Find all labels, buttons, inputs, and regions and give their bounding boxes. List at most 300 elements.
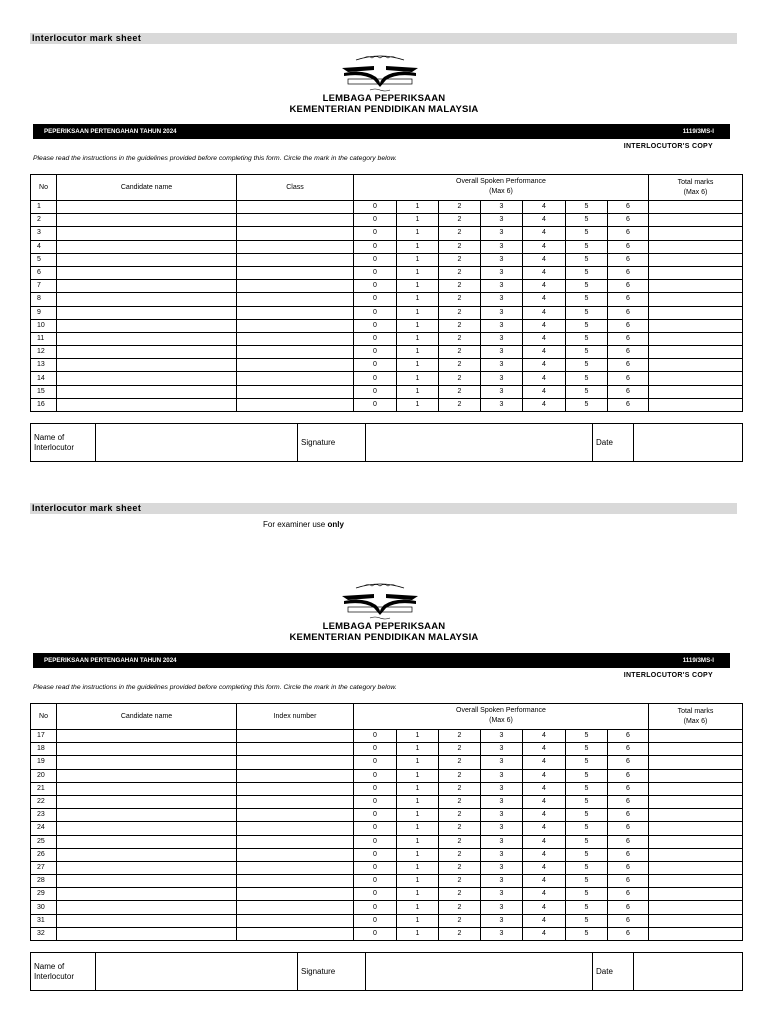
candidate-name-cell[interactable] (57, 861, 237, 874)
candidate-name-cell[interactable] (57, 743, 237, 756)
score-option-4[interactable]: 4 (523, 253, 566, 266)
score-option-5[interactable]: 5 (566, 359, 608, 372)
total-marks-cell[interactable] (649, 861, 743, 874)
score-option-3[interactable]: 3 (481, 927, 523, 940)
score-option-3[interactable]: 3 (481, 822, 523, 835)
score-option-1[interactable]: 1 (397, 769, 439, 782)
score-option-3[interactable]: 3 (481, 346, 523, 359)
score-option-6[interactable]: 6 (608, 848, 649, 861)
score-option-5[interactable]: 5 (566, 398, 608, 411)
score-option-2[interactable]: 2 (439, 372, 481, 385)
score-option-6[interactable]: 6 (608, 743, 649, 756)
score-option-3[interactable]: 3 (481, 227, 523, 240)
score-option-0[interactable]: 0 (354, 875, 397, 888)
score-option-6[interactable]: 6 (608, 875, 649, 888)
candidate-name-cell[interactable] (57, 875, 237, 888)
class-cell[interactable] (237, 346, 354, 359)
score-option-2[interactable]: 2 (439, 280, 481, 293)
score-option-2[interactable]: 2 (439, 346, 481, 359)
index-number-cell[interactable] (237, 848, 354, 861)
score-option-6[interactable]: 6 (608, 809, 649, 822)
score-option-0[interactable]: 0 (354, 293, 397, 306)
score-option-4[interactable]: 4 (523, 848, 566, 861)
score-option-5[interactable]: 5 (566, 280, 608, 293)
score-option-5[interactable]: 5 (566, 201, 608, 214)
class-cell[interactable] (237, 266, 354, 279)
candidate-name-cell[interactable] (57, 756, 237, 769)
class-cell[interactable] (237, 398, 354, 411)
score-option-5[interactable]: 5 (566, 822, 608, 835)
score-option-4[interactable]: 4 (523, 822, 566, 835)
score-option-4[interactable]: 4 (523, 835, 566, 848)
total-marks-cell[interactable] (649, 293, 743, 306)
score-option-3[interactable]: 3 (481, 901, 523, 914)
score-option-2[interactable]: 2 (439, 319, 481, 332)
score-option-5[interactable]: 5 (566, 266, 608, 279)
score-option-3[interactable]: 3 (481, 809, 523, 822)
score-option-0[interactable]: 0 (354, 359, 397, 372)
score-option-3[interactable]: 3 (481, 293, 523, 306)
score-option-3[interactable]: 3 (481, 385, 523, 398)
score-option-2[interactable]: 2 (439, 835, 481, 848)
score-option-0[interactable]: 0 (354, 253, 397, 266)
score-option-1[interactable]: 1 (397, 848, 439, 861)
total-marks-cell[interactable] (649, 848, 743, 861)
score-option-6[interactable]: 6 (608, 385, 649, 398)
score-option-0[interactable]: 0 (354, 901, 397, 914)
score-option-1[interactable]: 1 (397, 346, 439, 359)
score-option-1[interactable]: 1 (397, 822, 439, 835)
score-option-0[interactable]: 0 (354, 730, 397, 743)
score-option-4[interactable]: 4 (523, 332, 566, 345)
index-number-cell[interactable] (237, 861, 354, 874)
total-marks-cell[interactable] (649, 795, 743, 808)
candidate-name-cell[interactable] (57, 253, 237, 266)
total-marks-cell[interactable] (649, 227, 743, 240)
score-option-1[interactable]: 1 (397, 201, 439, 214)
score-option-4[interactable]: 4 (523, 201, 566, 214)
index-number-cell[interactable] (237, 756, 354, 769)
score-option-5[interactable]: 5 (566, 795, 608, 808)
score-option-5[interactable]: 5 (566, 769, 608, 782)
score-option-2[interactable]: 2 (439, 201, 481, 214)
score-option-2[interactable]: 2 (439, 795, 481, 808)
score-option-5[interactable]: 5 (566, 240, 608, 253)
score-option-2[interactable]: 2 (439, 240, 481, 253)
score-option-6[interactable]: 6 (608, 861, 649, 874)
score-option-0[interactable]: 0 (354, 385, 397, 398)
total-marks-cell[interactable] (649, 280, 743, 293)
index-number-cell[interactable] (237, 822, 354, 835)
total-marks-cell[interactable] (649, 756, 743, 769)
class-cell[interactable] (237, 319, 354, 332)
total-marks-cell[interactable] (649, 319, 743, 332)
score-option-2[interactable]: 2 (439, 253, 481, 266)
candidate-name-cell[interactable] (57, 730, 237, 743)
score-option-3[interactable]: 3 (481, 306, 523, 319)
total-marks-cell[interactable] (649, 730, 743, 743)
score-option-1[interactable]: 1 (397, 253, 439, 266)
score-option-1[interactable]: 1 (397, 914, 439, 927)
score-option-4[interactable]: 4 (523, 398, 566, 411)
score-option-6[interactable]: 6 (608, 927, 649, 940)
score-option-6[interactable]: 6 (608, 266, 649, 279)
score-option-4[interactable]: 4 (523, 927, 566, 940)
index-number-cell[interactable] (237, 782, 354, 795)
index-number-cell[interactable] (237, 743, 354, 756)
score-option-2[interactable]: 2 (439, 769, 481, 782)
score-option-3[interactable]: 3 (481, 280, 523, 293)
score-option-6[interactable]: 6 (608, 253, 649, 266)
index-number-cell[interactable] (237, 795, 354, 808)
score-option-2[interactable]: 2 (439, 332, 481, 345)
score-option-4[interactable]: 4 (523, 888, 566, 901)
score-option-2[interactable]: 2 (439, 914, 481, 927)
index-number-cell[interactable] (237, 888, 354, 901)
candidate-name-cell[interactable] (57, 809, 237, 822)
candidate-name-cell[interactable] (57, 835, 237, 848)
total-marks-cell[interactable] (649, 782, 743, 795)
score-option-1[interactable]: 1 (397, 743, 439, 756)
score-option-3[interactable]: 3 (481, 730, 523, 743)
candidate-name-cell[interactable] (57, 901, 237, 914)
class-cell[interactable] (237, 359, 354, 372)
candidate-name-cell[interactable] (57, 795, 237, 808)
score-option-2[interactable]: 2 (439, 385, 481, 398)
score-option-3[interactable]: 3 (481, 240, 523, 253)
score-option-1[interactable]: 1 (397, 359, 439, 372)
score-option-0[interactable]: 0 (354, 756, 397, 769)
total-marks-cell[interactable] (649, 888, 743, 901)
class-cell[interactable] (237, 214, 354, 227)
score-option-2[interactable]: 2 (439, 266, 481, 279)
score-option-0[interactable]: 0 (354, 809, 397, 822)
score-option-0[interactable]: 0 (354, 914, 397, 927)
total-marks-cell[interactable] (649, 372, 743, 385)
score-option-6[interactable]: 6 (608, 280, 649, 293)
candidate-name-cell[interactable] (57, 927, 237, 940)
score-option-3[interactable]: 3 (481, 756, 523, 769)
score-option-5[interactable]: 5 (566, 253, 608, 266)
score-option-6[interactable]: 6 (608, 332, 649, 345)
candidate-name-cell[interactable] (57, 888, 237, 901)
score-option-6[interactable]: 6 (608, 914, 649, 927)
score-option-6[interactable]: 6 (608, 901, 649, 914)
score-option-5[interactable]: 5 (566, 743, 608, 756)
score-option-1[interactable]: 1 (397, 809, 439, 822)
candidate-name-cell[interactable] (57, 293, 237, 306)
score-option-3[interactable]: 3 (481, 914, 523, 927)
score-option-0[interactable]: 0 (354, 822, 397, 835)
score-option-4[interactable]: 4 (523, 385, 566, 398)
score-option-5[interactable]: 5 (566, 835, 608, 848)
candidate-name-cell[interactable] (57, 240, 237, 253)
total-marks-cell[interactable] (649, 914, 743, 927)
score-option-6[interactable]: 6 (608, 227, 649, 240)
score-option-6[interactable]: 6 (608, 214, 649, 227)
score-option-2[interactable]: 2 (439, 359, 481, 372)
score-option-1[interactable]: 1 (397, 782, 439, 795)
score-option-1[interactable]: 1 (397, 306, 439, 319)
score-option-4[interactable]: 4 (523, 372, 566, 385)
score-option-0[interactable]: 0 (354, 769, 397, 782)
score-option-0[interactable]: 0 (354, 927, 397, 940)
score-option-1[interactable]: 1 (397, 332, 439, 345)
score-option-6[interactable]: 6 (608, 372, 649, 385)
score-option-3[interactable]: 3 (481, 201, 523, 214)
score-option-3[interactable]: 3 (481, 875, 523, 888)
index-number-cell[interactable] (237, 835, 354, 848)
score-option-5[interactable]: 5 (566, 927, 608, 940)
score-option-5[interactable]: 5 (566, 214, 608, 227)
score-option-6[interactable]: 6 (608, 346, 649, 359)
score-option-2[interactable]: 2 (439, 848, 481, 861)
score-option-4[interactable]: 4 (523, 795, 566, 808)
score-option-1[interactable]: 1 (397, 901, 439, 914)
score-option-3[interactable]: 3 (481, 359, 523, 372)
total-marks-cell[interactable] (649, 835, 743, 848)
score-option-6[interactable]: 6 (608, 756, 649, 769)
score-option-4[interactable]: 4 (523, 901, 566, 914)
score-option-4[interactable]: 4 (523, 730, 566, 743)
score-option-5[interactable]: 5 (566, 901, 608, 914)
score-option-1[interactable]: 1 (397, 398, 439, 411)
class-cell[interactable] (237, 201, 354, 214)
score-option-6[interactable]: 6 (608, 201, 649, 214)
score-option-0[interactable]: 0 (354, 306, 397, 319)
score-option-5[interactable]: 5 (566, 730, 608, 743)
total-marks-cell[interactable] (649, 359, 743, 372)
total-marks-cell[interactable] (649, 201, 743, 214)
score-option-5[interactable]: 5 (566, 861, 608, 874)
score-option-0[interactable]: 0 (354, 266, 397, 279)
candidate-name-cell[interactable] (57, 782, 237, 795)
total-marks-cell[interactable] (649, 769, 743, 782)
score-option-3[interactable]: 3 (481, 319, 523, 332)
score-option-1[interactable]: 1 (397, 927, 439, 940)
total-marks-cell[interactable] (649, 809, 743, 822)
class-cell[interactable] (237, 332, 354, 345)
total-marks-cell[interactable] (649, 927, 743, 940)
score-option-6[interactable]: 6 (608, 782, 649, 795)
score-option-2[interactable]: 2 (439, 822, 481, 835)
score-option-0[interactable]: 0 (354, 227, 397, 240)
score-option-4[interactable]: 4 (523, 280, 566, 293)
score-option-2[interactable]: 2 (439, 901, 481, 914)
index-number-cell[interactable] (237, 875, 354, 888)
candidate-name-cell[interactable] (57, 848, 237, 861)
score-option-2[interactable]: 2 (439, 888, 481, 901)
candidate-name-cell[interactable] (57, 319, 237, 332)
score-option-0[interactable]: 0 (354, 332, 397, 345)
candidate-name-cell[interactable] (57, 332, 237, 345)
score-option-1[interactable]: 1 (397, 875, 439, 888)
score-option-5[interactable]: 5 (566, 372, 608, 385)
score-option-2[interactable]: 2 (439, 306, 481, 319)
score-option-4[interactable]: 4 (523, 756, 566, 769)
score-option-0[interactable]: 0 (354, 372, 397, 385)
score-option-1[interactable]: 1 (397, 795, 439, 808)
score-option-3[interactable]: 3 (481, 398, 523, 411)
score-option-4[interactable]: 4 (523, 293, 566, 306)
score-option-2[interactable]: 2 (439, 398, 481, 411)
score-option-1[interactable]: 1 (397, 835, 439, 848)
score-option-5[interactable]: 5 (566, 293, 608, 306)
score-option-4[interactable]: 4 (523, 240, 566, 253)
score-option-5[interactable]: 5 (566, 227, 608, 240)
score-option-4[interactable]: 4 (523, 227, 566, 240)
index-number-cell[interactable] (237, 730, 354, 743)
score-option-2[interactable]: 2 (439, 227, 481, 240)
score-option-1[interactable]: 1 (397, 385, 439, 398)
class-cell[interactable] (237, 240, 354, 253)
score-option-6[interactable]: 6 (608, 730, 649, 743)
total-marks-cell[interactable] (649, 266, 743, 279)
index-number-cell[interactable] (237, 927, 354, 940)
score-option-1[interactable]: 1 (397, 888, 439, 901)
score-option-2[interactable]: 2 (439, 875, 481, 888)
score-option-5[interactable]: 5 (566, 914, 608, 927)
candidate-name-cell[interactable] (57, 372, 237, 385)
candidate-name-cell[interactable] (57, 266, 237, 279)
score-option-1[interactable]: 1 (397, 293, 439, 306)
score-option-4[interactable]: 4 (523, 346, 566, 359)
score-option-4[interactable]: 4 (523, 743, 566, 756)
score-option-0[interactable]: 0 (354, 346, 397, 359)
score-option-2[interactable]: 2 (439, 809, 481, 822)
score-option-1[interactable]: 1 (397, 240, 439, 253)
score-option-5[interactable]: 5 (566, 782, 608, 795)
candidate-name-cell[interactable] (57, 280, 237, 293)
class-cell[interactable] (237, 372, 354, 385)
score-option-4[interactable]: 4 (523, 809, 566, 822)
score-option-6[interactable]: 6 (608, 835, 649, 848)
score-option-0[interactable]: 0 (354, 214, 397, 227)
score-option-3[interactable]: 3 (481, 214, 523, 227)
score-option-1[interactable]: 1 (397, 756, 439, 769)
score-option-0[interactable]: 0 (354, 795, 397, 808)
score-option-3[interactable]: 3 (481, 769, 523, 782)
score-option-0[interactable]: 0 (354, 888, 397, 901)
score-option-6[interactable]: 6 (608, 359, 649, 372)
score-option-1[interactable]: 1 (397, 280, 439, 293)
class-cell[interactable] (237, 227, 354, 240)
total-marks-cell[interactable] (649, 346, 743, 359)
score-option-1[interactable]: 1 (397, 730, 439, 743)
score-option-6[interactable]: 6 (608, 795, 649, 808)
total-marks-cell[interactable] (649, 240, 743, 253)
score-option-1[interactable]: 1 (397, 214, 439, 227)
score-option-6[interactable]: 6 (608, 319, 649, 332)
candidate-name-cell[interactable] (57, 346, 237, 359)
score-option-0[interactable]: 0 (354, 782, 397, 795)
score-option-0[interactable]: 0 (354, 201, 397, 214)
score-option-0[interactable]: 0 (354, 861, 397, 874)
total-marks-cell[interactable] (649, 822, 743, 835)
score-option-2[interactable]: 2 (439, 730, 481, 743)
score-option-3[interactable]: 3 (481, 782, 523, 795)
score-option-0[interactable]: 0 (354, 240, 397, 253)
score-option-1[interactable]: 1 (397, 319, 439, 332)
candidate-name-cell[interactable] (57, 214, 237, 227)
score-option-6[interactable]: 6 (608, 306, 649, 319)
total-marks-cell[interactable] (649, 743, 743, 756)
date-field-2[interactable] (634, 953, 743, 991)
score-option-6[interactable]: 6 (608, 240, 649, 253)
score-option-5[interactable]: 5 (566, 875, 608, 888)
score-option-1[interactable]: 1 (397, 266, 439, 279)
score-option-3[interactable]: 3 (481, 888, 523, 901)
score-option-4[interactable]: 4 (523, 782, 566, 795)
class-cell[interactable] (237, 385, 354, 398)
total-marks-cell[interactable] (649, 332, 743, 345)
date-field[interactable] (634, 424, 743, 462)
candidate-name-cell[interactable] (57, 306, 237, 319)
total-marks-cell[interactable] (649, 214, 743, 227)
score-option-0[interactable]: 0 (354, 743, 397, 756)
score-option-0[interactable]: 0 (354, 319, 397, 332)
score-option-5[interactable]: 5 (566, 809, 608, 822)
total-marks-cell[interactable] (649, 385, 743, 398)
candidate-name-cell[interactable] (57, 914, 237, 927)
score-option-2[interactable]: 2 (439, 214, 481, 227)
score-option-5[interactable]: 5 (566, 848, 608, 861)
index-number-cell[interactable] (237, 901, 354, 914)
total-marks-cell[interactable] (649, 875, 743, 888)
score-option-5[interactable]: 5 (566, 385, 608, 398)
candidate-name-cell[interactable] (57, 769, 237, 782)
score-option-4[interactable]: 4 (523, 914, 566, 927)
candidate-name-cell[interactable] (57, 398, 237, 411)
score-option-3[interactable]: 3 (481, 253, 523, 266)
score-option-2[interactable]: 2 (439, 927, 481, 940)
score-option-2[interactable]: 2 (439, 293, 481, 306)
signature-field-2[interactable] (366, 953, 593, 991)
total-marks-cell[interactable] (649, 398, 743, 411)
score-option-5[interactable]: 5 (566, 888, 608, 901)
score-option-3[interactable]: 3 (481, 743, 523, 756)
score-option-6[interactable]: 6 (608, 888, 649, 901)
total-marks-cell[interactable] (649, 253, 743, 266)
score-option-4[interactable]: 4 (523, 214, 566, 227)
score-option-5[interactable]: 5 (566, 319, 608, 332)
index-number-cell[interactable] (237, 769, 354, 782)
score-option-6[interactable]: 6 (608, 822, 649, 835)
score-option-2[interactable]: 2 (439, 861, 481, 874)
score-option-0[interactable]: 0 (354, 848, 397, 861)
score-option-4[interactable]: 4 (523, 769, 566, 782)
score-option-1[interactable]: 1 (397, 227, 439, 240)
score-option-3[interactable]: 3 (481, 266, 523, 279)
candidate-name-cell[interactable] (57, 201, 237, 214)
score-option-5[interactable]: 5 (566, 332, 608, 345)
class-cell[interactable] (237, 280, 354, 293)
candidate-name-cell[interactable] (57, 822, 237, 835)
interlocutor-name-field-2[interactable] (96, 953, 298, 991)
total-marks-cell[interactable] (649, 901, 743, 914)
signature-field[interactable] (366, 424, 593, 462)
total-marks-cell[interactable] (649, 306, 743, 319)
score-option-5[interactable]: 5 (566, 346, 608, 359)
class-cell[interactable] (237, 253, 354, 266)
score-option-3[interactable]: 3 (481, 372, 523, 385)
score-option-1[interactable]: 1 (397, 372, 439, 385)
score-option-5[interactable]: 5 (566, 306, 608, 319)
score-option-3[interactable]: 3 (481, 795, 523, 808)
score-option-3[interactable]: 3 (481, 848, 523, 861)
score-option-2[interactable]: 2 (439, 743, 481, 756)
score-option-2[interactable]: 2 (439, 782, 481, 795)
